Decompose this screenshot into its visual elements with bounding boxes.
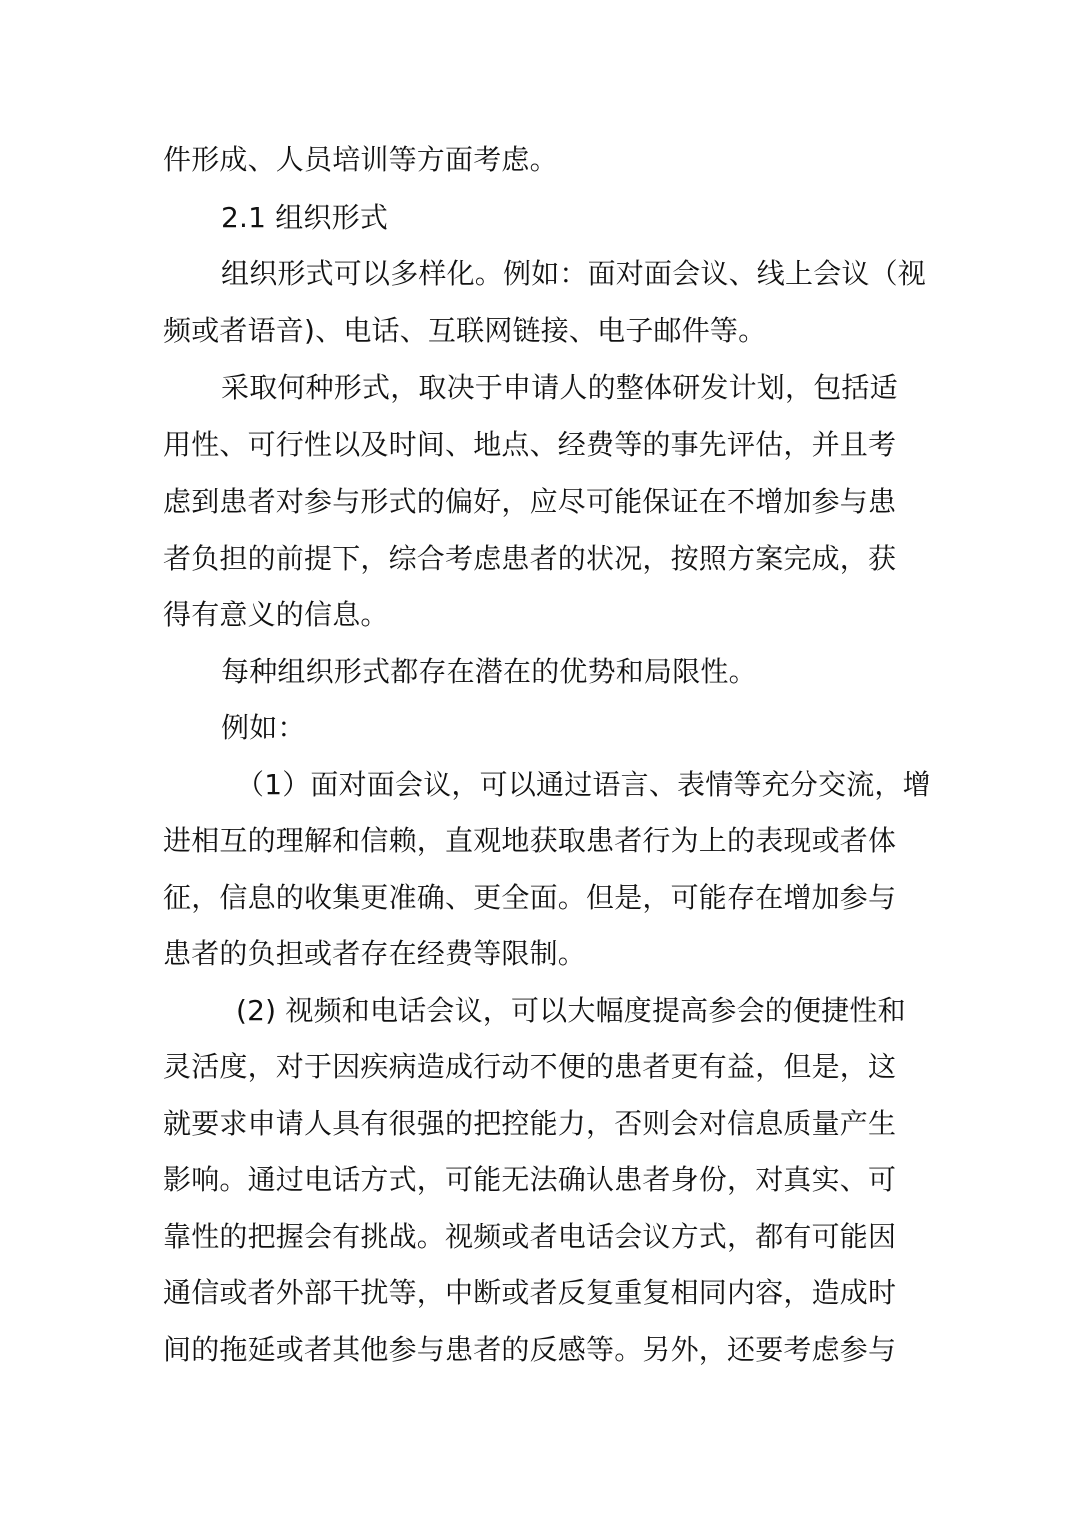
paragraph-line: 灵活度，对于因疾病造成行动不便的患者更有益，但是，这 <box>163 1050 897 1083</box>
list-item-line: （1）面对面会议，可以通过语言、表情等充分交流，增 <box>236 768 931 801</box>
paragraph-line: 采取何种形式，取决于申请人的整体研发计划，包括适 <box>221 371 898 404</box>
paragraph-line: 频或者语音)、电话、互联网链接、电子邮件等。 <box>163 314 767 347</box>
paragraph-line: 件形成、人员培训等方面考虑。 <box>163 143 558 176</box>
paragraph-line: 征，信息的收集更准确、更全面。但是，可能存在增加参与 <box>163 881 897 914</box>
paragraph-line: 得有意义的信息。 <box>163 598 389 631</box>
paragraph-line: 组织形式可以多样化。例如：面对面会议、线上会议（视 <box>221 257 927 290</box>
paragraph-line: 用性、可行性以及时间、地点、经费等的事先评估，并且考 <box>163 428 897 461</box>
paragraph-line: 患者的负担或者存在经费等限制。 <box>163 937 587 970</box>
paragraph-line: 影响。通过电话方式，可能无法确认患者身份，对真实、可 <box>163 1163 897 1196</box>
paragraph-line: 每种组织形式都存在潜在的优势和局限性。 <box>221 655 757 688</box>
paragraph-line: 例如： <box>221 711 306 744</box>
paragraph-line: 通信或者外部干扰等，中断或者反复重复相同内容，造成时 <box>163 1276 897 1309</box>
paragraph-line: 靠性的把握会有挑战。视频或者电话会议方式，都有可能因 <box>163 1220 897 1253</box>
paragraph-line: 就要求申请人具有很强的把控能力，否则会对信息质量产生 <box>163 1107 897 1140</box>
paragraph-line: 进相互的理解和信赖，直观地获取患者行为上的表现或者体 <box>163 824 897 857</box>
section-heading: 2.1 组织形式 <box>221 201 389 234</box>
paragraph-line: 间的拖延或者其他参与患者的反感等。另外，还要考虑参与 <box>163 1333 897 1366</box>
list-item-line: (2) 视频和电话会议，可以大幅度提高参会的便捷性和 <box>236 994 906 1027</box>
paragraph-line: 虑到患者对参与形式的偏好，应尽可能保证在不增加参与患 <box>163 485 897 518</box>
paragraph-line: 者负担的前提下，综合考虑患者的状况，按照方案完成，获 <box>163 542 897 575</box>
